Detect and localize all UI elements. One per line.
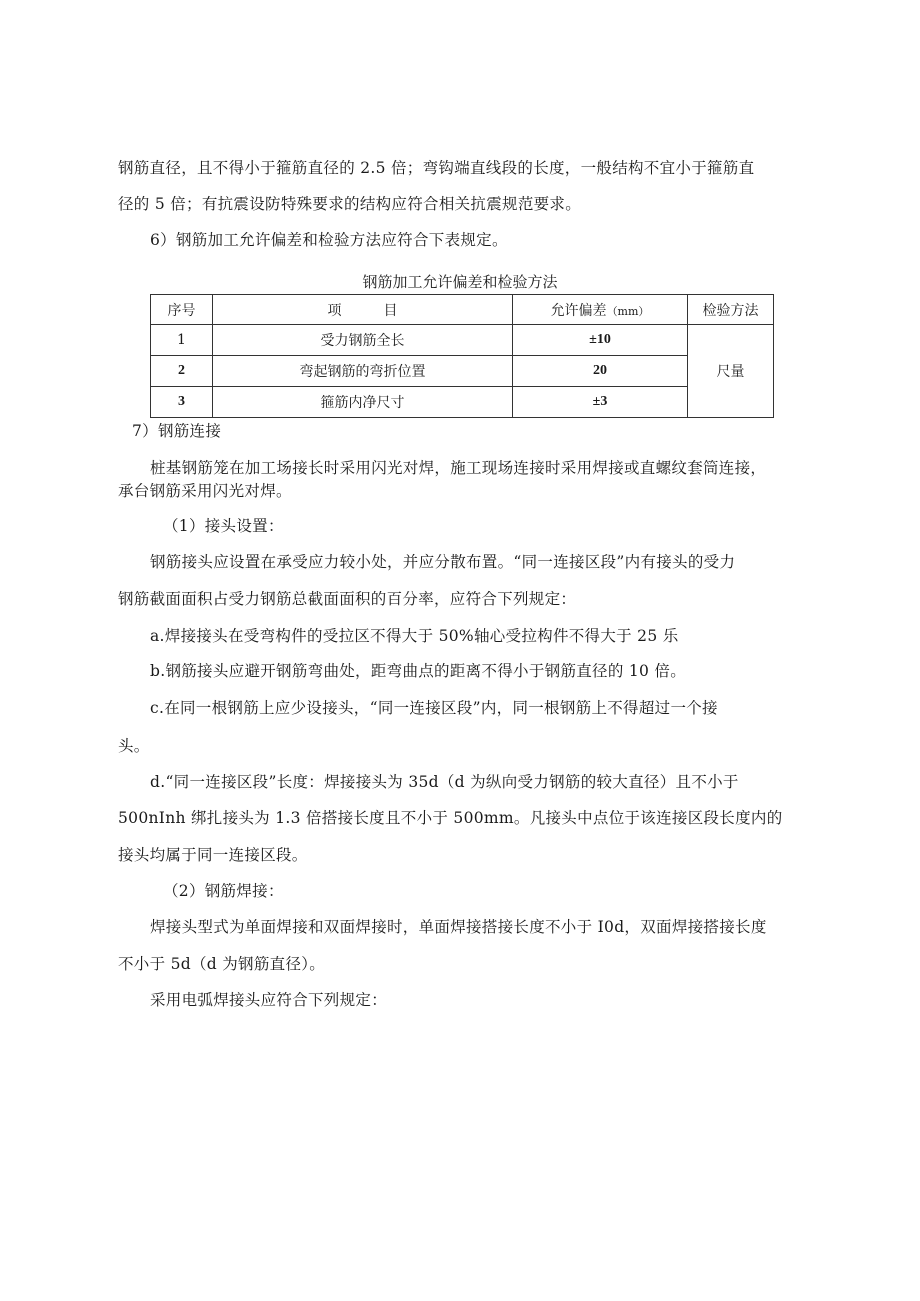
text-line: 接头均属于同一连接区段。 — [118, 846, 308, 864]
row-no: 1 — [151, 325, 213, 356]
row-item: 受力钢筋全长 — [213, 325, 513, 356]
text-line: 钢筋接头应设置在承受应力较小处，并应分散布置。“同一连接区段”内有接头的受力 — [150, 553, 736, 571]
text-line: 桩基钢筋笼在加工场接长时采用闪光对焊，施工现场连接时采用焊接或直螺纹套筒连接， — [150, 459, 767, 477]
row-item: 箍筋内净尺寸 — [213, 387, 513, 418]
table-header-row — [151, 295, 774, 325]
header-tolerance — [513, 295, 688, 325]
header-method: 检验方法 — [688, 295, 774, 325]
header-tolerance-label: 允许偏差 — [550, 302, 607, 319]
text-line: c.在同一根钢筋上应少设接头，“同一连接区段”内，同一根钢筋上不得超过一个接 — [150, 699, 718, 717]
tolerance-table — [150, 294, 774, 418]
header-item: 项 目 — [213, 295, 513, 325]
table-row — [151, 387, 774, 418]
subsection-heading: （2）钢筋焊接： — [163, 882, 284, 900]
row-no: 2 — [151, 356, 213, 387]
table-row — [151, 356, 774, 387]
text-line: 6）钢筋加工允许偏差和检验方法应符合下表规定。 — [150, 231, 508, 249]
text-line: 承台钢筋采用闪光对焊。 — [118, 482, 292, 500]
header-tolerance-unit: （mm） — [606, 304, 650, 318]
row-no: 3 — [151, 387, 213, 418]
text-line: b.钢筋接头应避开钢筋弯曲处，距弯曲点的距离不得小于钢筋直径的 10 倍。 — [150, 662, 687, 680]
method-cell: 尺量 — [688, 325, 774, 418]
text-line: 不小于 5d（d 为钢筋直径）。 — [118, 955, 326, 973]
text-line: 500nInh 绑扎接头为 1.3 倍搭接长度且不小于 500mm。凡接头中点位于该连接区段长度内的 — [118, 809, 783, 827]
row-tolerance: ±3 — [513, 387, 688, 418]
row-tolerance: 20 — [513, 356, 688, 387]
text-line: 采用电弧焊接头应符合下列规定： — [150, 991, 388, 1009]
section-heading: 7）钢筋连接 — [132, 422, 222, 440]
text-line: d.“同一连接区段”长度：焊接接头为 35d（d 为纵向受力钢筋的较大直径）且不小于 — [150, 773, 739, 791]
subsection-heading: （1）接头设置： — [163, 517, 284, 535]
text-line: 径的 5 倍；有抗震设防特殊要求的结构应符合相关抗震规范要求。 — [118, 195, 582, 213]
table-row — [151, 325, 774, 356]
row-item: 弯起钢筋的弯折位置 — [213, 356, 513, 387]
text-line: 钢筋直径，且不得小于箍筋直径的 2.5 倍；弯钩端直线段的长度，一般结构不宜小于箍筋直 — [118, 159, 755, 177]
row-tolerance: ±10 — [513, 325, 688, 356]
text-line: 焊接头型式为单面焊接和双面焊接时，单面焊接搭接长度不小于 I0d，双面焊接搭接长度 — [150, 918, 767, 936]
table-caption: 钢筋加工允许偏差和检验方法 — [362, 273, 558, 291]
text-line: a.焊接接头在受弯构件的受拉区不得大于 50%轴心受拉构件不得大于 25 乐 — [150, 627, 679, 645]
header-no: 序号 — [151, 295, 213, 325]
text-line: 钢筋截面面积占受力钢筋总截面面积的百分率，应符合下列规定： — [118, 590, 577, 608]
text-line: 头。 — [118, 737, 150, 755]
